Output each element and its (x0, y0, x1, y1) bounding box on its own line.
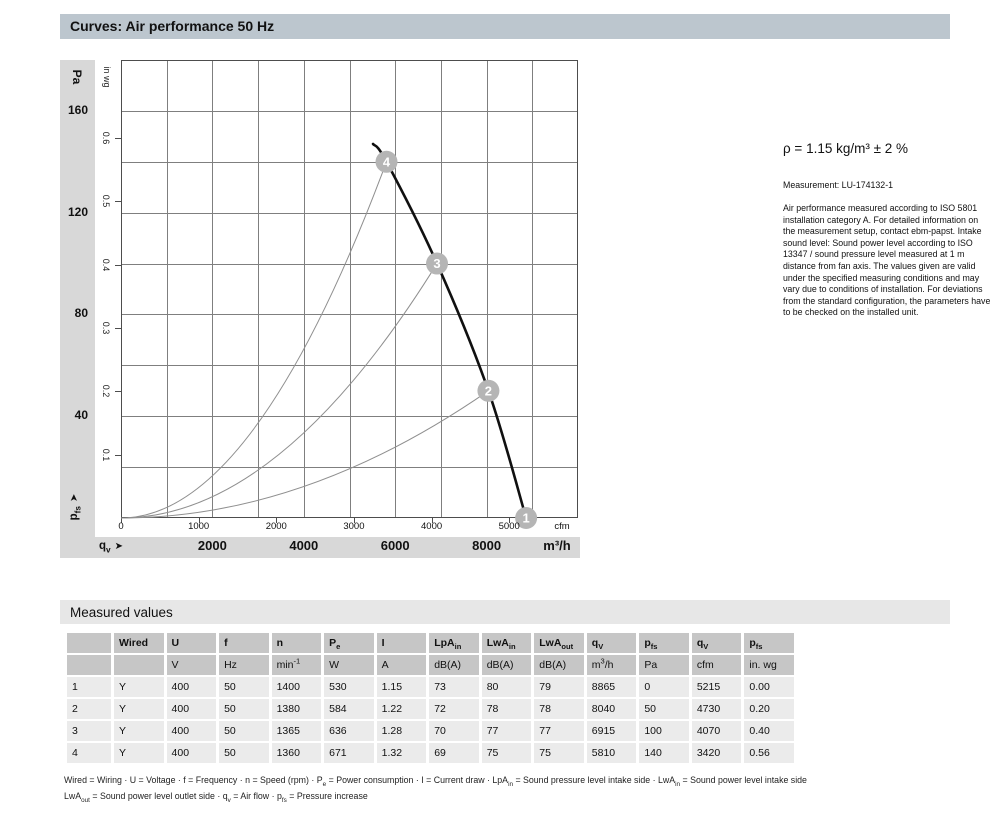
table-header-row (67, 633, 794, 653)
table-row (67, 743, 794, 763)
table-cell: 50 (639, 699, 689, 719)
measurement-conditions-text: Air performance measured according to ISO 5801 installation category A. For detailed information on the measurement setup, contact ebm-papst. Intake sound level: Sound power level according to ISO 13347 / sound pressure level measured at 1 m distance from fan axis. The values given are valid under the specified measuring conditions and may vary due to conditions of installation. For deviations from the standard configuration, the parameters have to be checked on the installed unit. (783, 203, 991, 318)
x-tick-m3h-6000: 6000 (380, 538, 410, 553)
x-tick-cfm-4000: 4000 (421, 521, 443, 532)
table-cell: 1 (67, 677, 111, 697)
x-tick-cfm-5000: 5000 (498, 521, 520, 532)
table-header-cell (67, 655, 111, 675)
table-header-cell: dB(A) (482, 655, 532, 675)
table-cell: 5215 (692, 677, 742, 697)
table-cell: 3420 (692, 743, 742, 763)
table-cell: 1360 (272, 743, 322, 763)
table-cell: 75 (482, 743, 532, 763)
table-cell: 636 (324, 721, 374, 741)
x-tick-cfm-2000: 2000 (265, 521, 287, 532)
y-axis-unit-inwg: in wg (102, 66, 112, 88)
operating-point-marker-1 (515, 507, 537, 529)
table-header-cell: f (219, 633, 269, 653)
table-cell: 3 (67, 721, 111, 741)
density-note: ρ = 1.15 kg/m³ ± 2 % (783, 141, 909, 156)
y-axis-band (60, 60, 95, 558)
section-title: Measured values (70, 605, 173, 620)
table-header-cell: $q_V$ (692, 633, 742, 653)
x-tick-m3h-8000: 8000 (472, 538, 502, 553)
table-row (67, 699, 794, 719)
table-header-cell: n (272, 633, 322, 653)
table-cell: 50 (219, 677, 269, 697)
table-cell: 77 (482, 721, 532, 741)
table-header-cell: in. wg (744, 655, 794, 675)
axis-ticks (115, 139, 510, 524)
table-header-cell: A (377, 655, 427, 675)
table-header-cell: Pa (639, 655, 689, 675)
measured-values-table (64, 631, 797, 765)
table-header-cell: LwA$_{in}$ (482, 633, 532, 653)
x-tick-cfm-1000: 1000 (188, 521, 210, 532)
section-bar (60, 600, 950, 624)
system-resistance-curve-3 (121, 264, 437, 518)
y-tick-inwg-0.2: 0.2 (101, 385, 111, 398)
y-tick-inwg-0.5: 0.5 (101, 195, 111, 208)
table-cell: 77 (534, 721, 584, 741)
table-row (67, 677, 794, 697)
table-cell: 140 (639, 743, 689, 763)
table-cell: 70 (429, 721, 479, 741)
legend-line-1: Wired = Wiring · U = Voltage · f = Frequency · n = Speed $(rpm) \cdot P_e$ = Power consumption · I = Current draw · LpA$_{in}$ = Sound pressure level intake side · LwA$_{in}$ = Sound power level intake side (64, 775, 807, 788)
x-tick-cfm-3000: 3000 (343, 521, 365, 532)
svg-text:1: 1 (522, 510, 530, 526)
table-cell: 50 (219, 743, 269, 763)
x-axis-unit-cfm: cfm (554, 521, 570, 532)
y-tick-pa-40: 40 (74, 408, 88, 423)
table-cell: 4730 (692, 699, 742, 719)
x-tick-cfm-0: 0 (118, 521, 124, 532)
x-tick-m3h-4000: 4000 (289, 538, 319, 553)
table-cell: 4 (67, 743, 111, 763)
svg-text:2: 2 (484, 383, 493, 399)
chart-grid (121, 60, 578, 518)
chart-canvas (121, 60, 578, 526)
table-cell: 78 (482, 699, 532, 719)
table-cell: 100 (639, 721, 689, 741)
table-header-cell: I (377, 633, 427, 653)
table-cell: 78 (534, 699, 584, 719)
operating-point-marker-2 (477, 380, 499, 402)
table-cell: 584 (324, 699, 374, 719)
table-header-cell: dB(A) (429, 655, 479, 675)
legend-line-2: LwA$_{out}$ = Sound power level outlet side · $q_v$ = Air flow · $p_{fs}$ = Pressure increase (64, 791, 368, 804)
y-tick-inwg-0.3: 0.3 (101, 321, 111, 335)
table-cell: Y (114, 721, 164, 741)
table-cell: Y (114, 677, 164, 697)
table-cell: 8040 (587, 699, 637, 719)
y-tick-pa-160: 160 (67, 102, 88, 117)
x-axis-band (60, 537, 580, 558)
table-cell: 6915 (587, 721, 637, 741)
table-units-row (67, 655, 794, 675)
svg-text:3: 3 (433, 256, 441, 272)
table-cell: 0.20 (744, 699, 794, 719)
table-cell: 73 (429, 677, 479, 697)
table-cell: 400 (167, 743, 217, 763)
table-cell: 671 (324, 743, 374, 763)
table-cell: 80 (482, 677, 532, 697)
svg-text:4: 4 (382, 154, 391, 170)
table-cell: 1.28 (377, 721, 427, 741)
table-cell: 79 (534, 677, 584, 697)
table-header-cell: Hz (219, 655, 269, 675)
table-cell: Y (114, 743, 164, 763)
table-cell: 0.00 (744, 677, 794, 697)
measurement-reference: Measurement: LU-174132-1 (783, 180, 894, 190)
x-axis-unit-m3h: m³/h (543, 538, 571, 553)
table-cell: 1380 (272, 699, 322, 719)
y-axis-symbol-pfs: $p_{fs}➤$ (68, 493, 83, 521)
table-header-cell: LwA$_{out}$ (534, 633, 584, 653)
table-cell: 400 (167, 677, 217, 697)
table-header-cell: $m^3/h$ (587, 655, 637, 675)
table-cell: 4070 (692, 721, 742, 741)
table-cell: 1.15 (377, 677, 427, 697)
table-cell: 0 (639, 677, 689, 697)
table-header-cell: V (167, 655, 217, 675)
table-header-cell (114, 655, 164, 675)
table-cell: 1.22 (377, 699, 427, 719)
table-header-cell: $q_V$ (587, 633, 637, 653)
table-cell: 72 (429, 699, 479, 719)
measured-values-table-body (67, 633, 794, 763)
table-cell: 530 (324, 677, 374, 697)
y-tick-inwg-0.4: 0.4 (101, 258, 111, 271)
table-cell: 0.40 (744, 721, 794, 741)
y-tick-inwg-0.6: 0.6 (101, 131, 111, 145)
header-bar (60, 14, 950, 39)
table-header-cell: $\min^{-1}$ (272, 655, 322, 675)
table-header-cell: Wired (114, 633, 164, 653)
y-tick-pa-120: 120 (67, 204, 88, 219)
side-notes (783, 141, 991, 319)
y-axis-unit-pa: Pa (70, 69, 84, 85)
table-cell: 1.32 (377, 743, 427, 763)
table-cell: 50 (219, 721, 269, 741)
table-cell: 75 (534, 743, 584, 763)
table-cell: 1365 (272, 721, 322, 741)
table-cell: Y (114, 699, 164, 719)
table-header-cell: $p_{fs}$ (744, 633, 794, 653)
table-cell: 5810 (587, 743, 637, 763)
table-row (67, 721, 794, 741)
table-cell: 8865 (587, 677, 637, 697)
x-tick-m3h-2000: 2000 (197, 538, 227, 553)
table-cell: 69 (429, 743, 479, 763)
page-title: Curves: Air performance 50 Hz (70, 18, 275, 34)
table-header-cell (67, 633, 111, 653)
table-cell: 2 (67, 699, 111, 719)
operating-point-marker-3 (426, 253, 448, 275)
table-cell: 400 (167, 699, 217, 719)
y-tick-pa-80: 80 (74, 306, 88, 321)
table-header-cell: cfm (692, 655, 742, 675)
x-axis-symbol-qv: $q_v$ ➤ (99, 540, 124, 555)
arrow-right-icon: ➤ (114, 541, 124, 552)
table-header-cell: $P_e$ (324, 633, 374, 653)
abbreviation-legend (64, 772, 824, 804)
table-cell: 0.56 (744, 743, 794, 763)
operating-point-marker-4 (376, 151, 398, 173)
table-header-cell: LpA$_{in}$ (429, 633, 479, 653)
arrow-up-icon: ➤ (69, 493, 80, 502)
table-header-cell: $p_{fs}$ (639, 633, 689, 653)
table-cell: 400 (167, 721, 217, 741)
table-header-cell: U (167, 633, 217, 653)
y-tick-inwg-0.1: 0.1 (101, 448, 111, 461)
air-performance-chart (121, 60, 578, 526)
plot-border (122, 61, 578, 518)
table-cell: 1400 (272, 677, 322, 697)
table-cell: 50 (219, 699, 269, 719)
table-header-cell: W (324, 655, 374, 675)
table-header-cell: dB(A) (534, 655, 584, 675)
system-resistance-curve-4 (121, 162, 387, 518)
